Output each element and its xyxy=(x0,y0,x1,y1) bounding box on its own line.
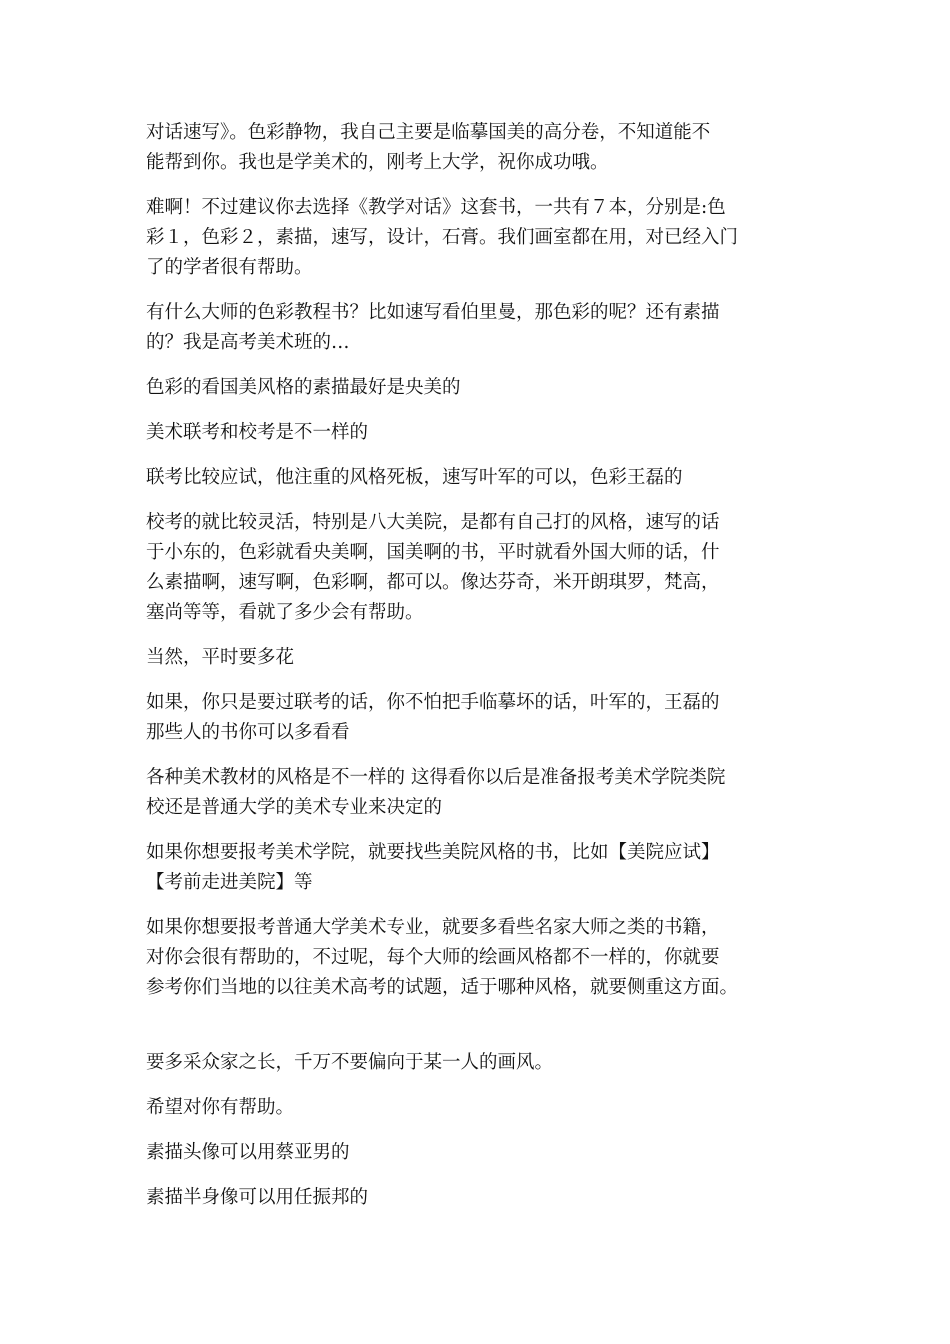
text-line: 校还是普通大学的美术专业来决定的 xyxy=(146,797,443,818)
document-body xyxy=(146,118,806,1213)
paragraph-3 xyxy=(146,298,806,358)
paragraph-5 xyxy=(146,418,806,448)
paragraph-7 xyxy=(146,508,806,628)
text-line: 当然，平时要多花 xyxy=(146,647,295,668)
text-line: 如果你想要报考普通大学美术专业，就要多看些名家大师之类的书籍， xyxy=(146,917,720,938)
text-line: 色彩的看国美风格的素描最好是央美的 xyxy=(146,377,461,398)
text-line: 美术联考和校考是不一样的 xyxy=(146,422,369,443)
text-line: 么素描啊，速写啊，色彩啊，都可以。像达芬奇，米开朗琪罗，梵高， xyxy=(146,572,720,593)
text-line: 校考的就比较灵活，特别是八大美院，是都有自己打的风格，速写的话 xyxy=(146,512,720,533)
text-line: 如果你想要报考美术学院，就要找些美院风格的书，比如【美院应试】 xyxy=(146,842,720,863)
text-line: 素描头像可以用蔡亚男的 xyxy=(146,1142,350,1163)
paragraph-4 xyxy=(146,373,806,403)
text-line: 各种美术教材的风格是不一样的 这得看你以后是准备报考美术学院类院 xyxy=(146,767,726,788)
text-line: 要多采众家之长，千万不要偏向于某一人的画风。 xyxy=(146,1052,554,1073)
text-line: 彩１，色彩２，素描，速写，设计，石膏。我们画室都在用，对已经入门 xyxy=(146,227,739,248)
paragraph-16 xyxy=(146,1183,806,1213)
text-line: 对你会很有帮助的，不过呢，每个大师的绘画风格都不一样的，你就要 xyxy=(146,947,720,968)
paragraph-9 xyxy=(146,688,806,748)
paragraph-2 xyxy=(146,193,806,283)
paragraph-14 xyxy=(146,1093,806,1123)
text-line: 能帮到你。我也是学美术的，刚考上大学，祝你成功哦。 xyxy=(146,152,609,173)
text-line: 如果，你只是要过联考的话，你不怕把手临摹坏的话，叶军的，王磊的 xyxy=(146,692,720,713)
paragraph-6 xyxy=(146,463,806,493)
text-line: 的？我是高考美术班的… xyxy=(146,332,350,353)
text-line: 联考比较应试，他注重的风格死板，速写叶军的可以，色彩王磊的 xyxy=(146,467,683,488)
paragraph-13 xyxy=(146,1048,806,1078)
text-line: 有什么大师的色彩教程书？比如速写看伯里曼，那色彩的呢？还有素描 xyxy=(146,302,720,323)
text-line: 参考你们当地的以往美术高考的试题，适于哪种风格，就要侧重这方面。 xyxy=(146,977,739,998)
paragraph-10 xyxy=(146,763,806,823)
paragraph-1 xyxy=(146,118,806,178)
text-line: 对话速写》。色彩静物，我自己主要是临摹国美的高分卷，不知道能不 xyxy=(146,122,711,143)
text-line: 那些人的书你可以多看看 xyxy=(146,722,350,743)
paragraph-11 xyxy=(146,838,806,898)
text-line: 【考前走进美院】等 xyxy=(146,872,313,893)
text-line: 了的学者很有帮助。 xyxy=(146,257,313,278)
text-line: 素描半身像可以用任振邦的 xyxy=(146,1187,369,1208)
paragraph-12 xyxy=(146,913,806,1003)
text-line: 难啊！不过建议你去选择《教学对话》这套书，一共有７本，分别是:色 xyxy=(146,197,726,218)
text-line: 塞尚等等，看就了多少会有帮助。 xyxy=(146,602,424,623)
paragraph-15 xyxy=(146,1138,806,1168)
text-line: 希望对你有帮助。 xyxy=(146,1097,295,1118)
text-line: 于小东的，色彩就看央美啊，国美啊的书，平时就看外国大师的话，什 xyxy=(146,542,720,563)
paragraph-8 xyxy=(146,643,806,673)
